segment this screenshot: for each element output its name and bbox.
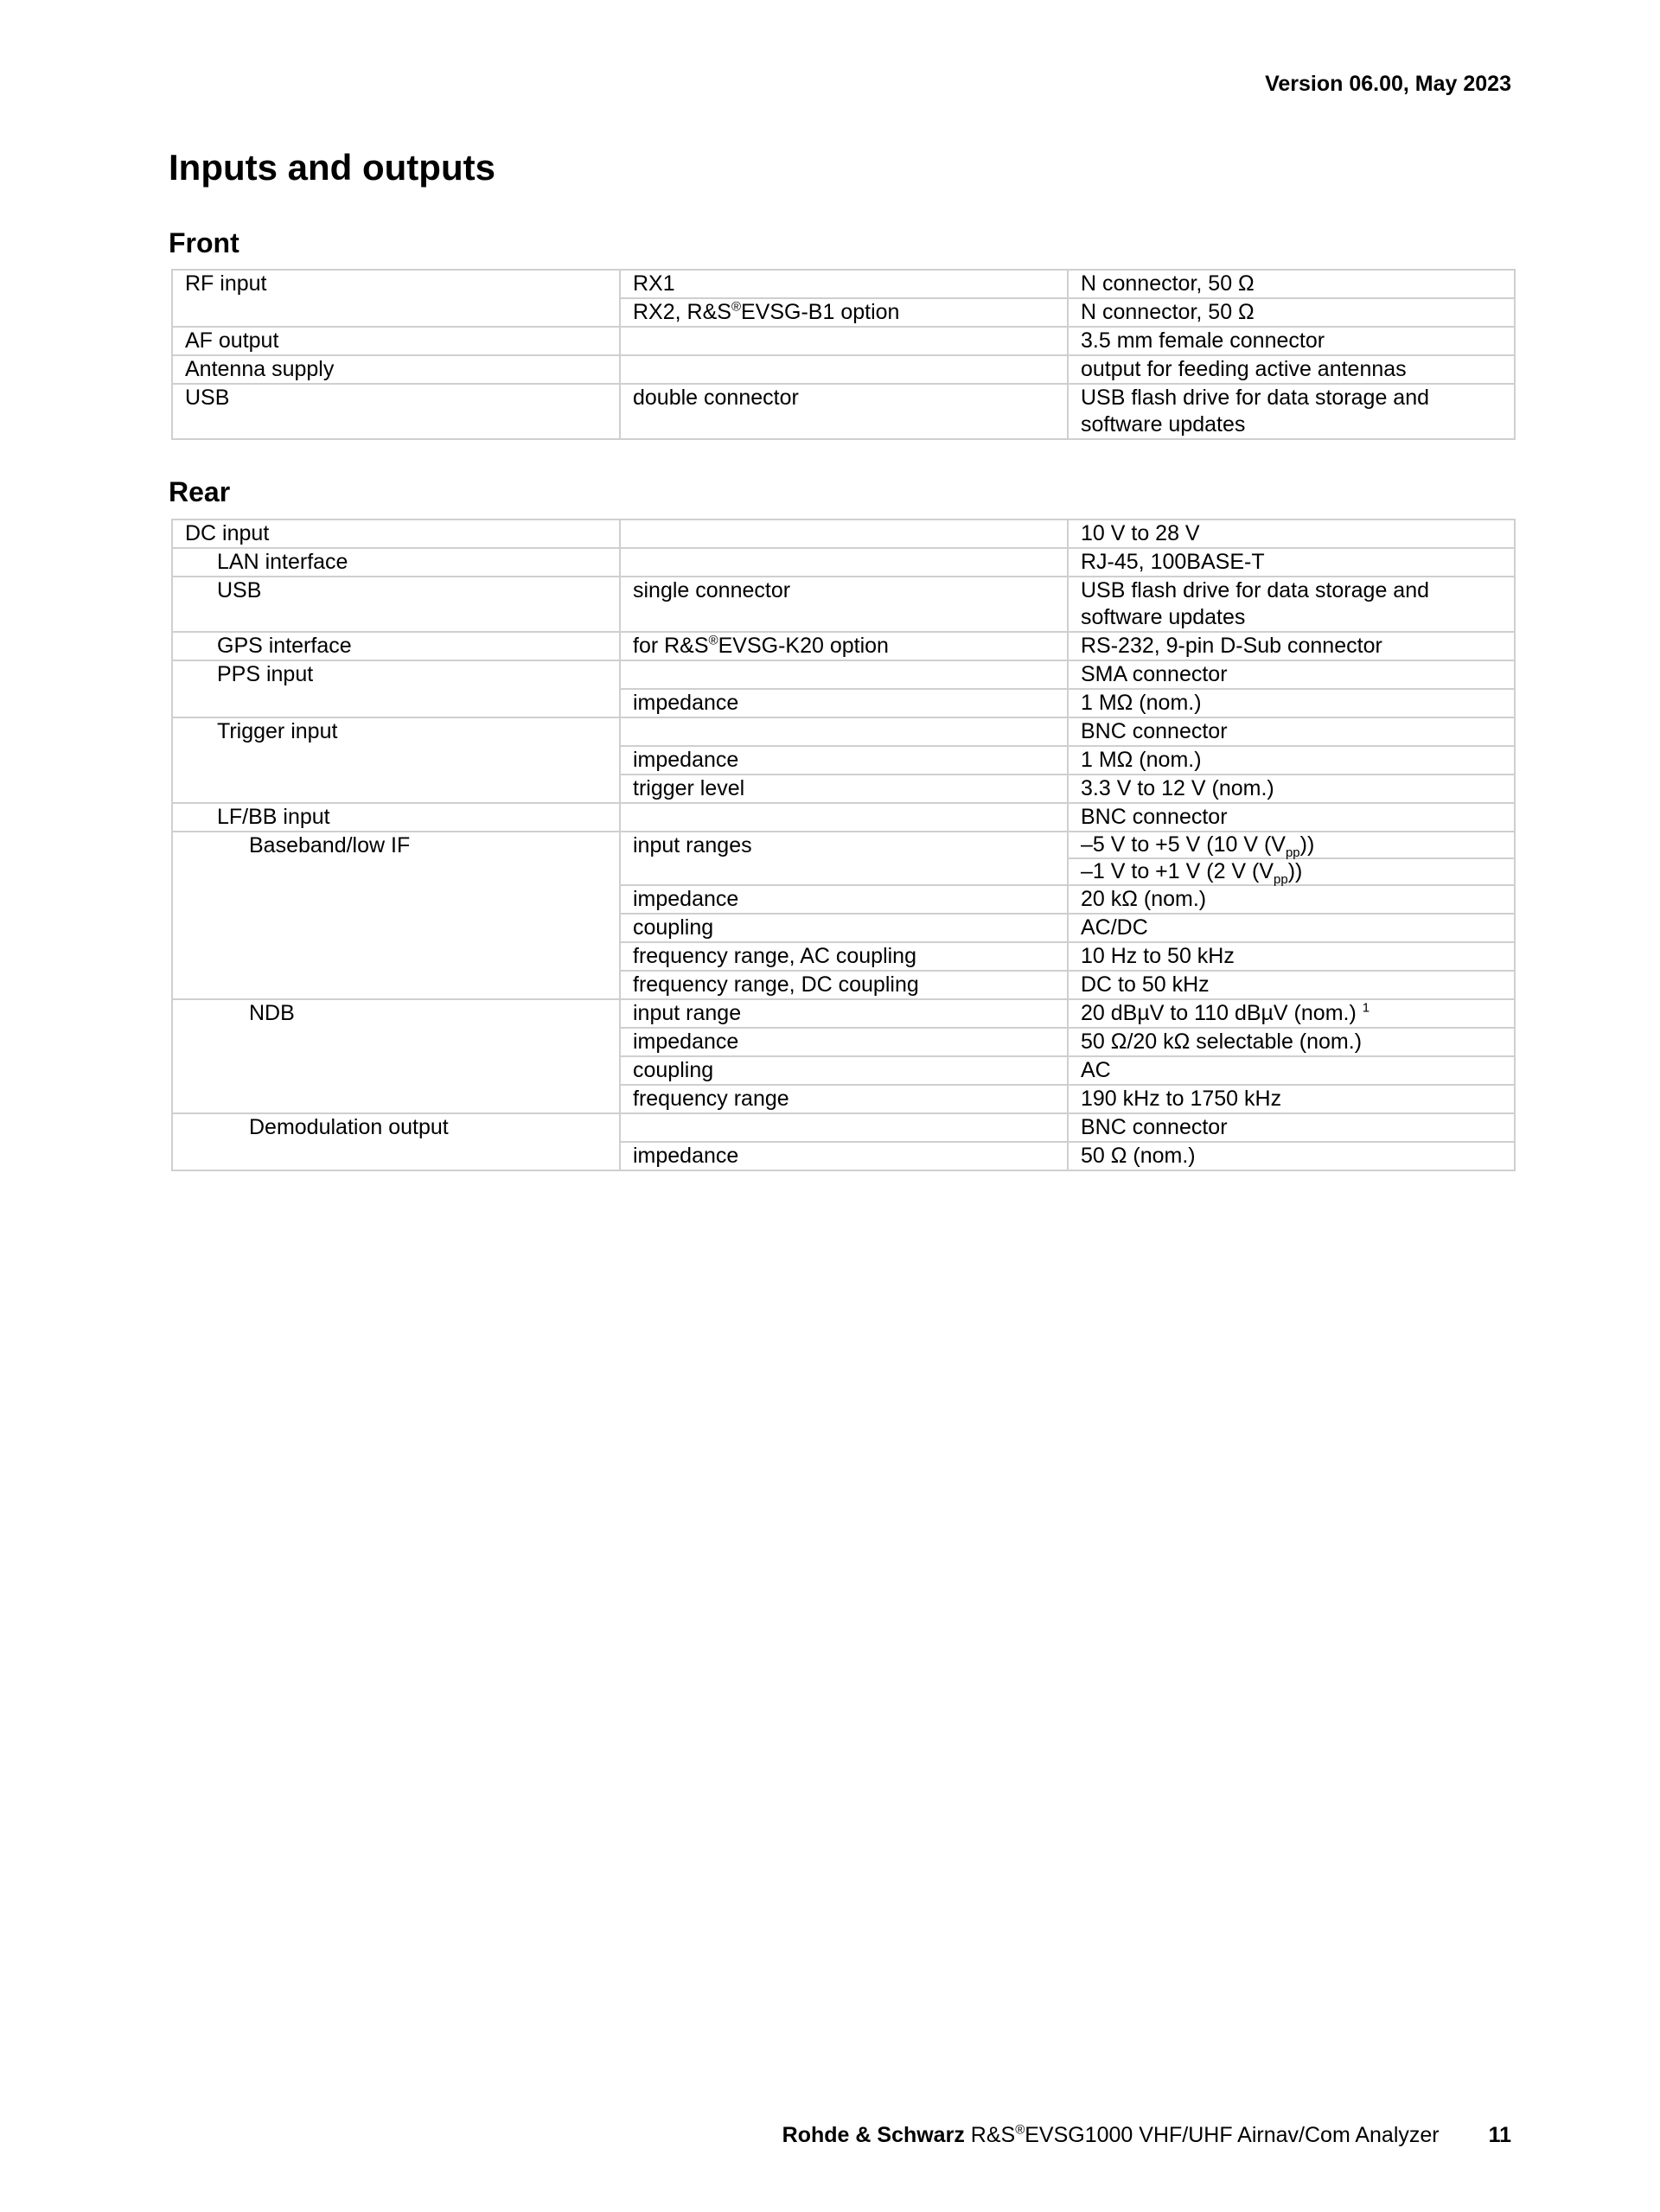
param-cell: RF input [172,270,620,327]
value-cell: 1 MΩ (nom.) [1068,746,1515,775]
value-cell: output for feeding active antennas [1068,355,1515,384]
version-label: Version 06.00, May 2023 [1265,72,1511,96]
value-cell: DC to 50 kHz [1068,971,1515,999]
rear-spec-table [171,519,1516,1171]
value-cell [1068,832,1515,885]
value-cell: N connector, 50 Ω [1068,270,1515,298]
detail-cell [620,548,1068,577]
detail-cell: coupling [620,914,1068,942]
value-cell: USB flash drive for data storage and software updates [1068,384,1515,439]
value-cell: 20 kΩ (nom.) [1068,885,1515,914]
table-row [172,577,1515,632]
detail-cell: input ranges [620,832,1068,885]
value-cell: 1 MΩ (nom.) [1068,689,1515,717]
detail-cell [620,1113,1068,1142]
detail-cell: single connector [620,577,1068,632]
detail-cell [620,327,1068,355]
param-cell: LF/BB input [172,803,620,832]
detail-cell: frequency range [620,1085,1068,1113]
range-value: –1 V to +1 V (2 V $(V_{pp})$) [1069,857,1514,884]
value-cell: 10 V to 28 V [1068,520,1515,548]
detail-cell [620,660,1068,689]
detail-cell [620,717,1068,746]
detail-cell: coupling [620,1056,1068,1085]
page-footer [782,2123,1511,2148]
value-cell: AC [1068,1056,1515,1085]
table-row [172,832,1515,885]
table-row [172,632,1515,660]
param-cell: Demodulation output [172,1113,620,1170]
param-cell: AF output [172,327,620,355]
front-section-title: Front [169,227,239,258]
detail-cell [620,355,1068,384]
range-value: –5 V to +5 V (10 V $(V_{pp})$) [1081,832,1315,860]
value-cell: 20 dBµV to 110 dBµV (nom.) $^1$ [1068,999,1515,1028]
param-cell: USB [172,384,620,439]
table-row [172,384,1515,439]
page-number: 11 [1488,2123,1511,2147]
param-cell: Trigger input [172,717,620,803]
detail-cell: impedance [620,1028,1068,1056]
table-row [172,355,1515,384]
table-row [172,803,1515,832]
detail-cell: impedance [620,885,1068,914]
value-cell: 190 kHz to 1750 kHz [1068,1085,1515,1113]
value-cell: BNC connector [1068,1113,1515,1142]
table-row [172,660,1515,689]
param-cell: Baseband/low IF [172,832,620,999]
value-cell: RS-232, 9-pin D-Sub connector [1068,632,1515,660]
table-row [172,327,1515,355]
table-row [172,548,1515,577]
param-cell: PPS input [172,660,620,717]
param-cell: USB [172,577,620,632]
value-cell: USB flash drive for data storage and software updates [1068,577,1515,632]
rear-section-title: Rear [169,476,231,507]
value-cell: BNC connector [1068,803,1515,832]
front-spec-table [171,269,1516,440]
table-row [172,717,1515,746]
value-cell: 3.5 mm female connector [1068,327,1515,355]
detail-cell: impedance [620,1142,1068,1170]
value-cell: SMA connector [1068,660,1515,689]
param-cell: DC input [172,520,620,548]
footer-brand: Rohde & Schwarz [782,2123,965,2147]
detail-cell: RX2, R&S®EVSG-B1 option [620,298,1068,327]
footnote-ref: 1 [1362,1000,1370,1016]
detail-cell: frequency range, DC coupling [620,971,1068,999]
detail-cell: frequency range, AC coupling [620,942,1068,971]
detail-cell: double connector [620,384,1068,439]
detail-cell: trigger level [620,775,1068,803]
detail-cell: input range [620,999,1068,1028]
detail-cell: RX1 [620,270,1068,298]
detail-cell [620,803,1068,832]
param-cell: LAN interface [172,548,620,577]
table-row [172,270,1515,298]
value-cell: AC/DC [1068,914,1515,942]
table-row [172,520,1515,548]
detail-cell [620,520,1068,548]
value-cell: N connector, 50 Ω [1068,298,1515,327]
table-row [172,999,1515,1028]
page-title: Inputs and outputs [169,147,495,188]
value-cell: RJ-45, 100BASE-T [1068,548,1515,577]
footer-product: R&S®EVSG1000 VHF/UHF Airnav/Com Analyzer [970,2122,1440,2147]
param-cell: Antenna supply [172,355,620,384]
value-cell: 10 Hz to 50 kHz [1068,942,1515,971]
value-cell: 3.3 V to 12 V (nom.) [1068,775,1515,803]
table-row [172,1113,1515,1142]
detail-cell: impedance [620,746,1068,775]
detail-cell: for R&S®EVSG-K20 option [620,632,1068,660]
detail-cell: impedance [620,689,1068,717]
value-cell: BNC connector [1068,717,1515,746]
param-cell: GPS interface [172,632,620,660]
value-cell: 50 Ω/20 kΩ selectable (nom.) [1068,1028,1515,1056]
param-cell: NDB [172,999,620,1113]
value-cell: 50 Ω (nom.) [1068,1142,1515,1170]
